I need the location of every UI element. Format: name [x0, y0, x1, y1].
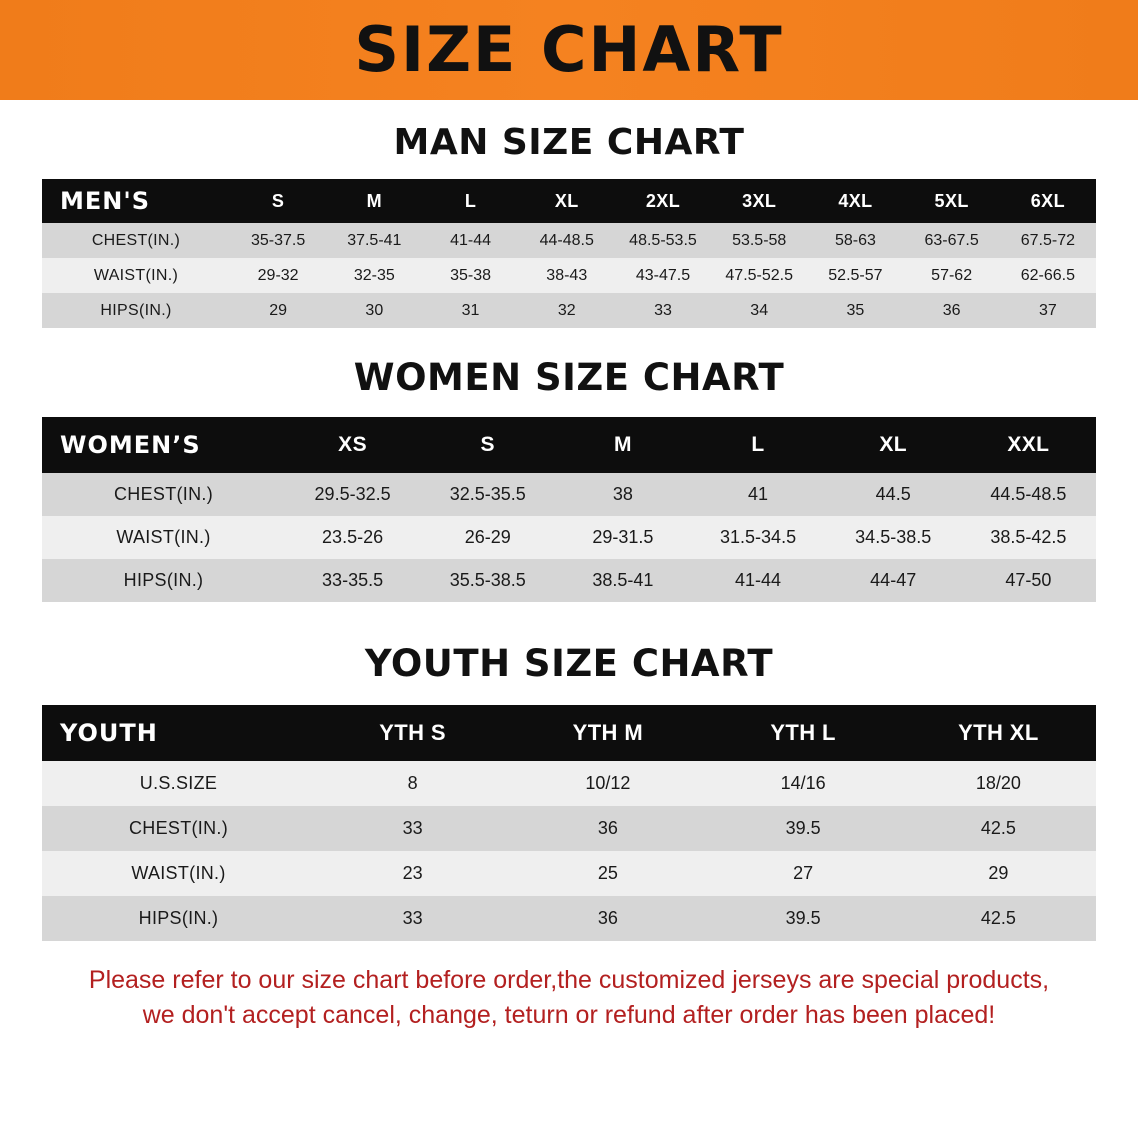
youth-cell-0-1: 10/12 [510, 761, 705, 806]
youth-row-label-2: WAIST(IN.) [42, 851, 315, 896]
women-header-col-4: XL [879, 433, 908, 456]
youth-cell-1-0: 33 [315, 806, 510, 851]
youth-cell-1-2: 39.5 [706, 806, 901, 851]
man-header-col-6: 4XL [838, 190, 873, 211]
women-cell-1-3: 31.5-34.5 [690, 516, 825, 559]
women-header-col-2: M [613, 433, 632, 456]
man-cell-0-4: 48.5-53.5 [615, 223, 711, 258]
man-header-col-3: XL [554, 190, 579, 211]
disclaimer-line-2: we don't accept cancel, change, teturn or refund after order has been placed! [142, 1001, 996, 1029]
youth-cell-2-2: 27 [706, 851, 901, 896]
table-row [42, 761, 1096, 806]
women-cell-0-4: 44.5 [826, 473, 961, 516]
youth-cell-3-0: 33 [315, 896, 510, 941]
youth-cell-0-2: 14/16 [706, 761, 901, 806]
youth-header-col-0: YTH S [379, 720, 447, 745]
women-cell-0-3: 41 [690, 473, 825, 516]
youth-table-header [42, 705, 1096, 761]
women-cell-0-5: 44.5-48.5 [961, 473, 1096, 516]
table-header-row [42, 417, 1096, 473]
women-cell-1-2: 29-31.5 [555, 516, 690, 559]
youth-table-wrap [42, 705, 1096, 941]
man-cell-1-5: 47.5-52.5 [711, 258, 807, 293]
women-row-label-2: HIPS(IN.) [42, 559, 285, 602]
women-cell-1-5: 38.5-42.5 [961, 516, 1096, 559]
man-header-col-1: M [366, 190, 383, 211]
page-banner [0, 0, 1138, 100]
youth-cell-1-1: 36 [510, 806, 705, 851]
man-table-body [42, 223, 1096, 328]
man-cell-0-3: 44-48.5 [519, 223, 615, 258]
youth-cell-2-3: 29 [901, 851, 1096, 896]
man-header-corner: MEN'S [60, 187, 150, 215]
man-cell-1-3: 38-43 [519, 258, 615, 293]
youth-cell-2-1: 25 [510, 851, 705, 896]
women-cell-2-4: 44-47 [826, 559, 961, 602]
youth-row-label-0: U.S.SIZE [42, 761, 315, 806]
youth-cell-3-3: 42.5 [901, 896, 1096, 941]
women-cell-1-1: 26-29 [420, 516, 555, 559]
man-cell-0-1: 37.5-41 [326, 223, 422, 258]
youth-row-label-3: HIPS(IN.) [42, 896, 315, 941]
man-cell-2-4: 33 [615, 293, 711, 328]
man-table-wrap [42, 179, 1096, 328]
disclaimer-line-1: Please refer to our size chart before order,the customized jerseys are special products, [88, 966, 1050, 994]
man-cell-2-7: 36 [904, 293, 1000, 328]
man-cell-0-8: 67.5-72 [1000, 223, 1096, 258]
man-section-title: MAN SIZE CHART [393, 122, 745, 163]
man-row-label-0: CHEST(IN.) [42, 223, 230, 258]
youth-size-table [42, 705, 1096, 941]
man-cell-1-7: 57-62 [904, 258, 1000, 293]
man-cell-2-0: 29 [230, 293, 326, 328]
man-cell-1-4: 43-47.5 [615, 258, 711, 293]
man-header-col-5: 3XL [742, 190, 777, 211]
man-cell-1-6: 52.5-57 [807, 258, 903, 293]
women-cell-2-3: 41-44 [690, 559, 825, 602]
man-cell-2-2: 31 [422, 293, 518, 328]
man-cell-1-1: 32-35 [326, 258, 422, 293]
man-cell-2-1: 30 [326, 293, 422, 328]
man-header-col-0: S [271, 190, 285, 211]
women-header-col-3: L [751, 433, 765, 456]
youth-cell-0-0: 8 [315, 761, 510, 806]
man-cell-0-7: 63-67.5 [904, 223, 1000, 258]
women-cell-0-1: 32.5-35.5 [420, 473, 555, 516]
table-header-row [42, 179, 1096, 223]
women-row-label-0: CHEST(IN.) [42, 473, 285, 516]
youth-cell-2-0: 23 [315, 851, 510, 896]
women-cell-0-2: 38 [555, 473, 690, 516]
table-row [42, 851, 1096, 896]
man-cell-0-2: 41-44 [422, 223, 518, 258]
man-cell-0-0: 35-37.5 [230, 223, 326, 258]
women-cell-2-1: 35.5-38.5 [420, 559, 555, 602]
women-cell-1-4: 34.5-38.5 [826, 516, 961, 559]
women-cell-0-0: 29.5-32.5 [285, 473, 420, 516]
women-cell-1-0: 23.5-26 [285, 516, 420, 559]
women-row-label-1: WAIST(IN.) [42, 516, 285, 559]
youth-cell-3-1: 36 [510, 896, 705, 941]
man-cell-2-5: 34 [711, 293, 807, 328]
man-header-col-2: L [464, 190, 477, 211]
man-cell-2-6: 35 [807, 293, 903, 328]
man-header-col-8: 6XL [1030, 190, 1065, 211]
table-row [42, 559, 1096, 602]
man-cell-2-3: 32 [519, 293, 615, 328]
man-header-col-7: 5XL [934, 190, 969, 211]
women-table-body [42, 473, 1096, 602]
youth-cell-3-2: 39.5 [706, 896, 901, 941]
man-header-col-4: 2XL [645, 190, 681, 211]
man-cell-2-8: 37 [1000, 293, 1096, 328]
man-size-table [42, 179, 1096, 328]
youth-row-label-1: CHEST(IN.) [42, 806, 315, 851]
table-row [42, 896, 1096, 941]
women-cell-2-0: 33-35.5 [285, 559, 420, 602]
youth-cell-0-3: 18/20 [901, 761, 1096, 806]
page-title: SIZE CHART [354, 13, 784, 86]
table-row [42, 806, 1096, 851]
women-size-table [42, 417, 1096, 602]
man-cell-0-6: 58-63 [807, 223, 903, 258]
man-row-label-1: WAIST(IN.) [42, 258, 230, 293]
women-table-header [42, 417, 1096, 473]
table-row [42, 223, 1096, 258]
women-header-corner: WOMEN’S [60, 431, 201, 459]
man-cell-1-8: 62-66.5 [1000, 258, 1096, 293]
youth-header-col-1: YTH M [572, 720, 644, 745]
table-header-row [42, 705, 1096, 761]
youth-header-col-2: YTH L [770, 720, 836, 745]
women-header-col-5: XXL [1007, 433, 1050, 456]
youth-header-col-3: YTH XL [958, 720, 1039, 745]
man-cell-1-2: 35-38 [422, 258, 518, 293]
women-header-col-1: S [480, 433, 495, 456]
women-header-col-0: XS [338, 433, 367, 456]
youth-header-corner: YOUTH [60, 719, 158, 747]
table-row [42, 258, 1096, 293]
man-cell-1-0: 29-32 [230, 258, 326, 293]
man-cell-0-5: 53.5-58 [711, 223, 807, 258]
table-row [42, 293, 1096, 328]
women-section-title: WOMEN SIZE CHART [353, 356, 785, 399]
women-cell-2-5: 47-50 [961, 559, 1096, 602]
disclaimer-note [44, 963, 1094, 1033]
man-row-label-2: HIPS(IN.) [42, 293, 230, 328]
table-row [42, 473, 1096, 516]
women-table-wrap [42, 417, 1096, 602]
youth-table-body [42, 761, 1096, 941]
man-table-header [42, 179, 1096, 223]
table-row [42, 516, 1096, 559]
women-cell-2-2: 38.5-41 [555, 559, 690, 602]
youth-section-title: YOUTH SIZE CHART [364, 642, 774, 685]
youth-cell-1-3: 42.5 [901, 806, 1096, 851]
